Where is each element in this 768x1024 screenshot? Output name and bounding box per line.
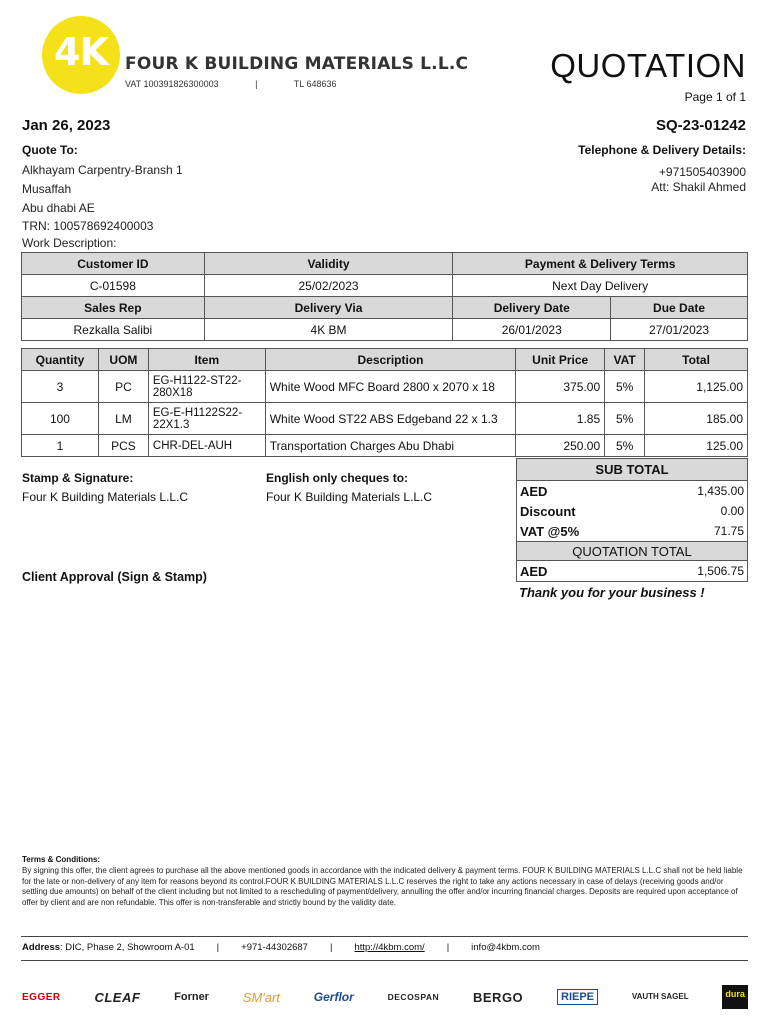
row-unit-price: 1.85 xyxy=(516,403,605,435)
footer-separator: | xyxy=(216,942,220,953)
vat-separator: | xyxy=(255,79,258,89)
row-total: 125.00 xyxy=(645,435,748,457)
cheques-label: English only cheques to: xyxy=(266,471,409,485)
delivery-phone: +971505403900 xyxy=(658,165,746,179)
brand-gerflor-logo: Gerflor xyxy=(313,990,354,1004)
quote-date: Jan 26, 2023 xyxy=(22,117,111,134)
page-indicator: Page 1 of 1 xyxy=(684,90,746,104)
brand-vauth-sagel-logo: VAUTH SAGEL xyxy=(631,992,689,1001)
customer-id: C-01598 xyxy=(22,275,205,297)
row-quantity: 3 xyxy=(22,371,99,403)
header-customer-id: Customer ID xyxy=(22,253,205,275)
row-item: EG-E-H1122S22-22X1.3 xyxy=(148,403,265,435)
delivery-details-label: Telephone & Delivery Details: xyxy=(578,143,746,157)
vat-value: 71.75 xyxy=(713,524,744,538)
row-item: EG-H1122-ST22-280X18 xyxy=(148,371,265,403)
terms-text: By signing this offer, the client agrees to purchase all the above mentioned goods in accordance with the indicated delivery & payment terms. FOUR K BUILDING MATERIALS L.L.C shall not be held liable for the late or non-delivery of any item for reasons beyond its control.FOUR K BUILDING MATERIALS L.L.C reserves the right to take any actions necessary in case of delays (receiving goods and/or settling due amounts) on behalf of the client including but not limited to a rescheduling of payment/delivery, annulling the offer and/or incurring financial charges. Deposits are required upon acceptance of offer by client and are non refundable. This offer is non-transferable and strictly bound by the validity date. xyxy=(22,866,743,907)
header-vat: VAT xyxy=(605,349,645,371)
quotation-total-row xyxy=(517,561,747,581)
header-item: Item xyxy=(148,349,265,371)
stamp-signature-value: Four K Building Materials L.L.C xyxy=(22,490,189,504)
row-total: 185.00 xyxy=(645,403,748,435)
sales-rep: Rezkalla Salibi xyxy=(22,319,205,341)
document-title: QUOTATION xyxy=(550,47,746,84)
payment-terms: Next Day Delivery xyxy=(453,275,748,297)
row-uom: LM xyxy=(98,403,148,435)
brand-forner-logo: Forner xyxy=(174,991,209,1003)
header-sales-rep: Sales Rep xyxy=(22,297,205,319)
header-due-date: Due Date xyxy=(611,297,748,319)
work-description-label: Work Description: xyxy=(22,236,117,250)
header-validity: Validity xyxy=(204,253,453,275)
table-row xyxy=(22,371,748,403)
delivery-date: 26/01/2023 xyxy=(453,319,611,341)
items-table xyxy=(21,348,748,457)
footer-separator: | xyxy=(446,942,450,953)
row-total: 1,125.00 xyxy=(645,371,748,403)
logo-text: 4K xyxy=(54,30,108,74)
brand-bergo-logo: BERGO xyxy=(473,989,524,1005)
footer-separator: | xyxy=(329,942,333,953)
footer-email[interactable]: info@4kbm.com xyxy=(471,942,540,953)
terms-label: Terms & Conditions: xyxy=(22,855,101,864)
brand-cleaf-logo: CLEAF xyxy=(94,989,141,1005)
footer-website-link[interactable]: http://4kbm.com/ xyxy=(354,942,425,953)
row-quantity: 100 xyxy=(22,403,99,435)
total-currency: AED xyxy=(520,563,548,579)
brand-egger-logo: EGGER xyxy=(22,991,61,1003)
vat-line xyxy=(125,79,371,89)
brand-decospan-logo: DECOSPAN xyxy=(387,992,440,1002)
footer-contact xyxy=(22,942,540,953)
address-value: : DIC, Phase 2, Showroom A-01 xyxy=(60,942,195,953)
brand-smart-logo: SM'art xyxy=(242,989,280,1005)
thank-you-note: Thank you for your business ! xyxy=(519,585,705,600)
row-vat: 5% xyxy=(605,371,645,403)
company-name: FOUR K BUILDING MATERIALS L.L.C xyxy=(125,54,469,74)
quotation-total-value: 1,506.75 xyxy=(697,564,744,578)
table-row xyxy=(22,403,748,435)
sub-total-header: SUB TOTAL xyxy=(517,459,747,481)
info-table xyxy=(21,252,748,341)
row-quantity: 1 xyxy=(22,435,99,457)
footer-divider-bottom xyxy=(21,960,748,961)
header-total: Total xyxy=(645,349,748,371)
row-uom: PCS xyxy=(98,435,148,457)
due-date: 27/01/2023 xyxy=(611,319,748,341)
address-label: Address xyxy=(22,942,61,953)
brand-dura-logo: dura xyxy=(722,985,748,1009)
vat-row xyxy=(517,521,747,541)
vat-label: VAT @5% xyxy=(520,523,580,539)
quotation-total-header: QUOTATION TOTAL xyxy=(517,541,747,561)
header-quantity: Quantity xyxy=(22,349,99,371)
row-description: White Wood MFC Board 2800 x 2070 x 18 xyxy=(265,371,516,403)
quote-to-label: Quote To: xyxy=(22,143,78,157)
row-item: CHR-DEL-AUH xyxy=(148,435,265,457)
discount-label: Discount xyxy=(520,503,576,519)
header-delivery-date: Delivery Date xyxy=(453,297,611,319)
customer-trn: TRN: 100578692400003 xyxy=(22,219,154,233)
cheques-payee: Four K Building Materials L.L.C xyxy=(266,490,433,504)
customer-name: Alkhayam Carpentry-Bransh 1 xyxy=(22,163,183,177)
sub-total-currency: AED xyxy=(520,483,548,499)
footer-divider-top xyxy=(21,936,748,937)
tl-number: TL 648636 xyxy=(293,79,337,89)
discount-value: 0.00 xyxy=(720,504,744,518)
table-row xyxy=(22,435,748,457)
sub-total-value: 1,435.00 xyxy=(697,484,744,498)
vat-number: VAT 100391826300003 xyxy=(125,79,219,89)
row-description: White Wood ST22 ABS Edgeband 22 x 1.3 xyxy=(265,403,516,435)
sub-total-row xyxy=(517,481,747,501)
row-vat: 5% xyxy=(605,403,645,435)
customer-city: Abu dhabi AE xyxy=(22,201,95,215)
totals-box xyxy=(516,458,748,582)
stamp-signature-label: Stamp & Signature: xyxy=(22,471,134,485)
header-payment-terms: Payment & Delivery Terms xyxy=(453,253,748,275)
header-description: Description xyxy=(265,349,516,371)
client-approval-label: Client Approval (Sign & Stamp) xyxy=(22,570,207,584)
row-vat: 5% xyxy=(605,435,645,457)
header-unit-price: Unit Price xyxy=(516,349,605,371)
delivery-via: 4K BM xyxy=(204,319,453,341)
row-unit-price: 375.00 xyxy=(516,371,605,403)
brand-logos xyxy=(22,982,748,1012)
discount-row xyxy=(517,501,747,521)
quote-number: SQ-23-01242 xyxy=(655,117,746,134)
row-description: Transportation Charges Abu Dhabi xyxy=(265,435,516,457)
header-delivery-via: Delivery Via xyxy=(204,297,453,319)
validity-date: 25/02/2023 xyxy=(204,275,453,297)
row-uom: PC xyxy=(98,371,148,403)
footer-phone: +971-44302687 xyxy=(241,942,308,953)
row-unit-price: 250.00 xyxy=(516,435,605,457)
brand-riepe-logo: RIEPE xyxy=(557,989,598,1005)
customer-area: Musaffah xyxy=(22,182,72,196)
delivery-attention: Att: Shakil Ahmed xyxy=(651,180,746,194)
header-uom: UOM xyxy=(98,349,148,371)
